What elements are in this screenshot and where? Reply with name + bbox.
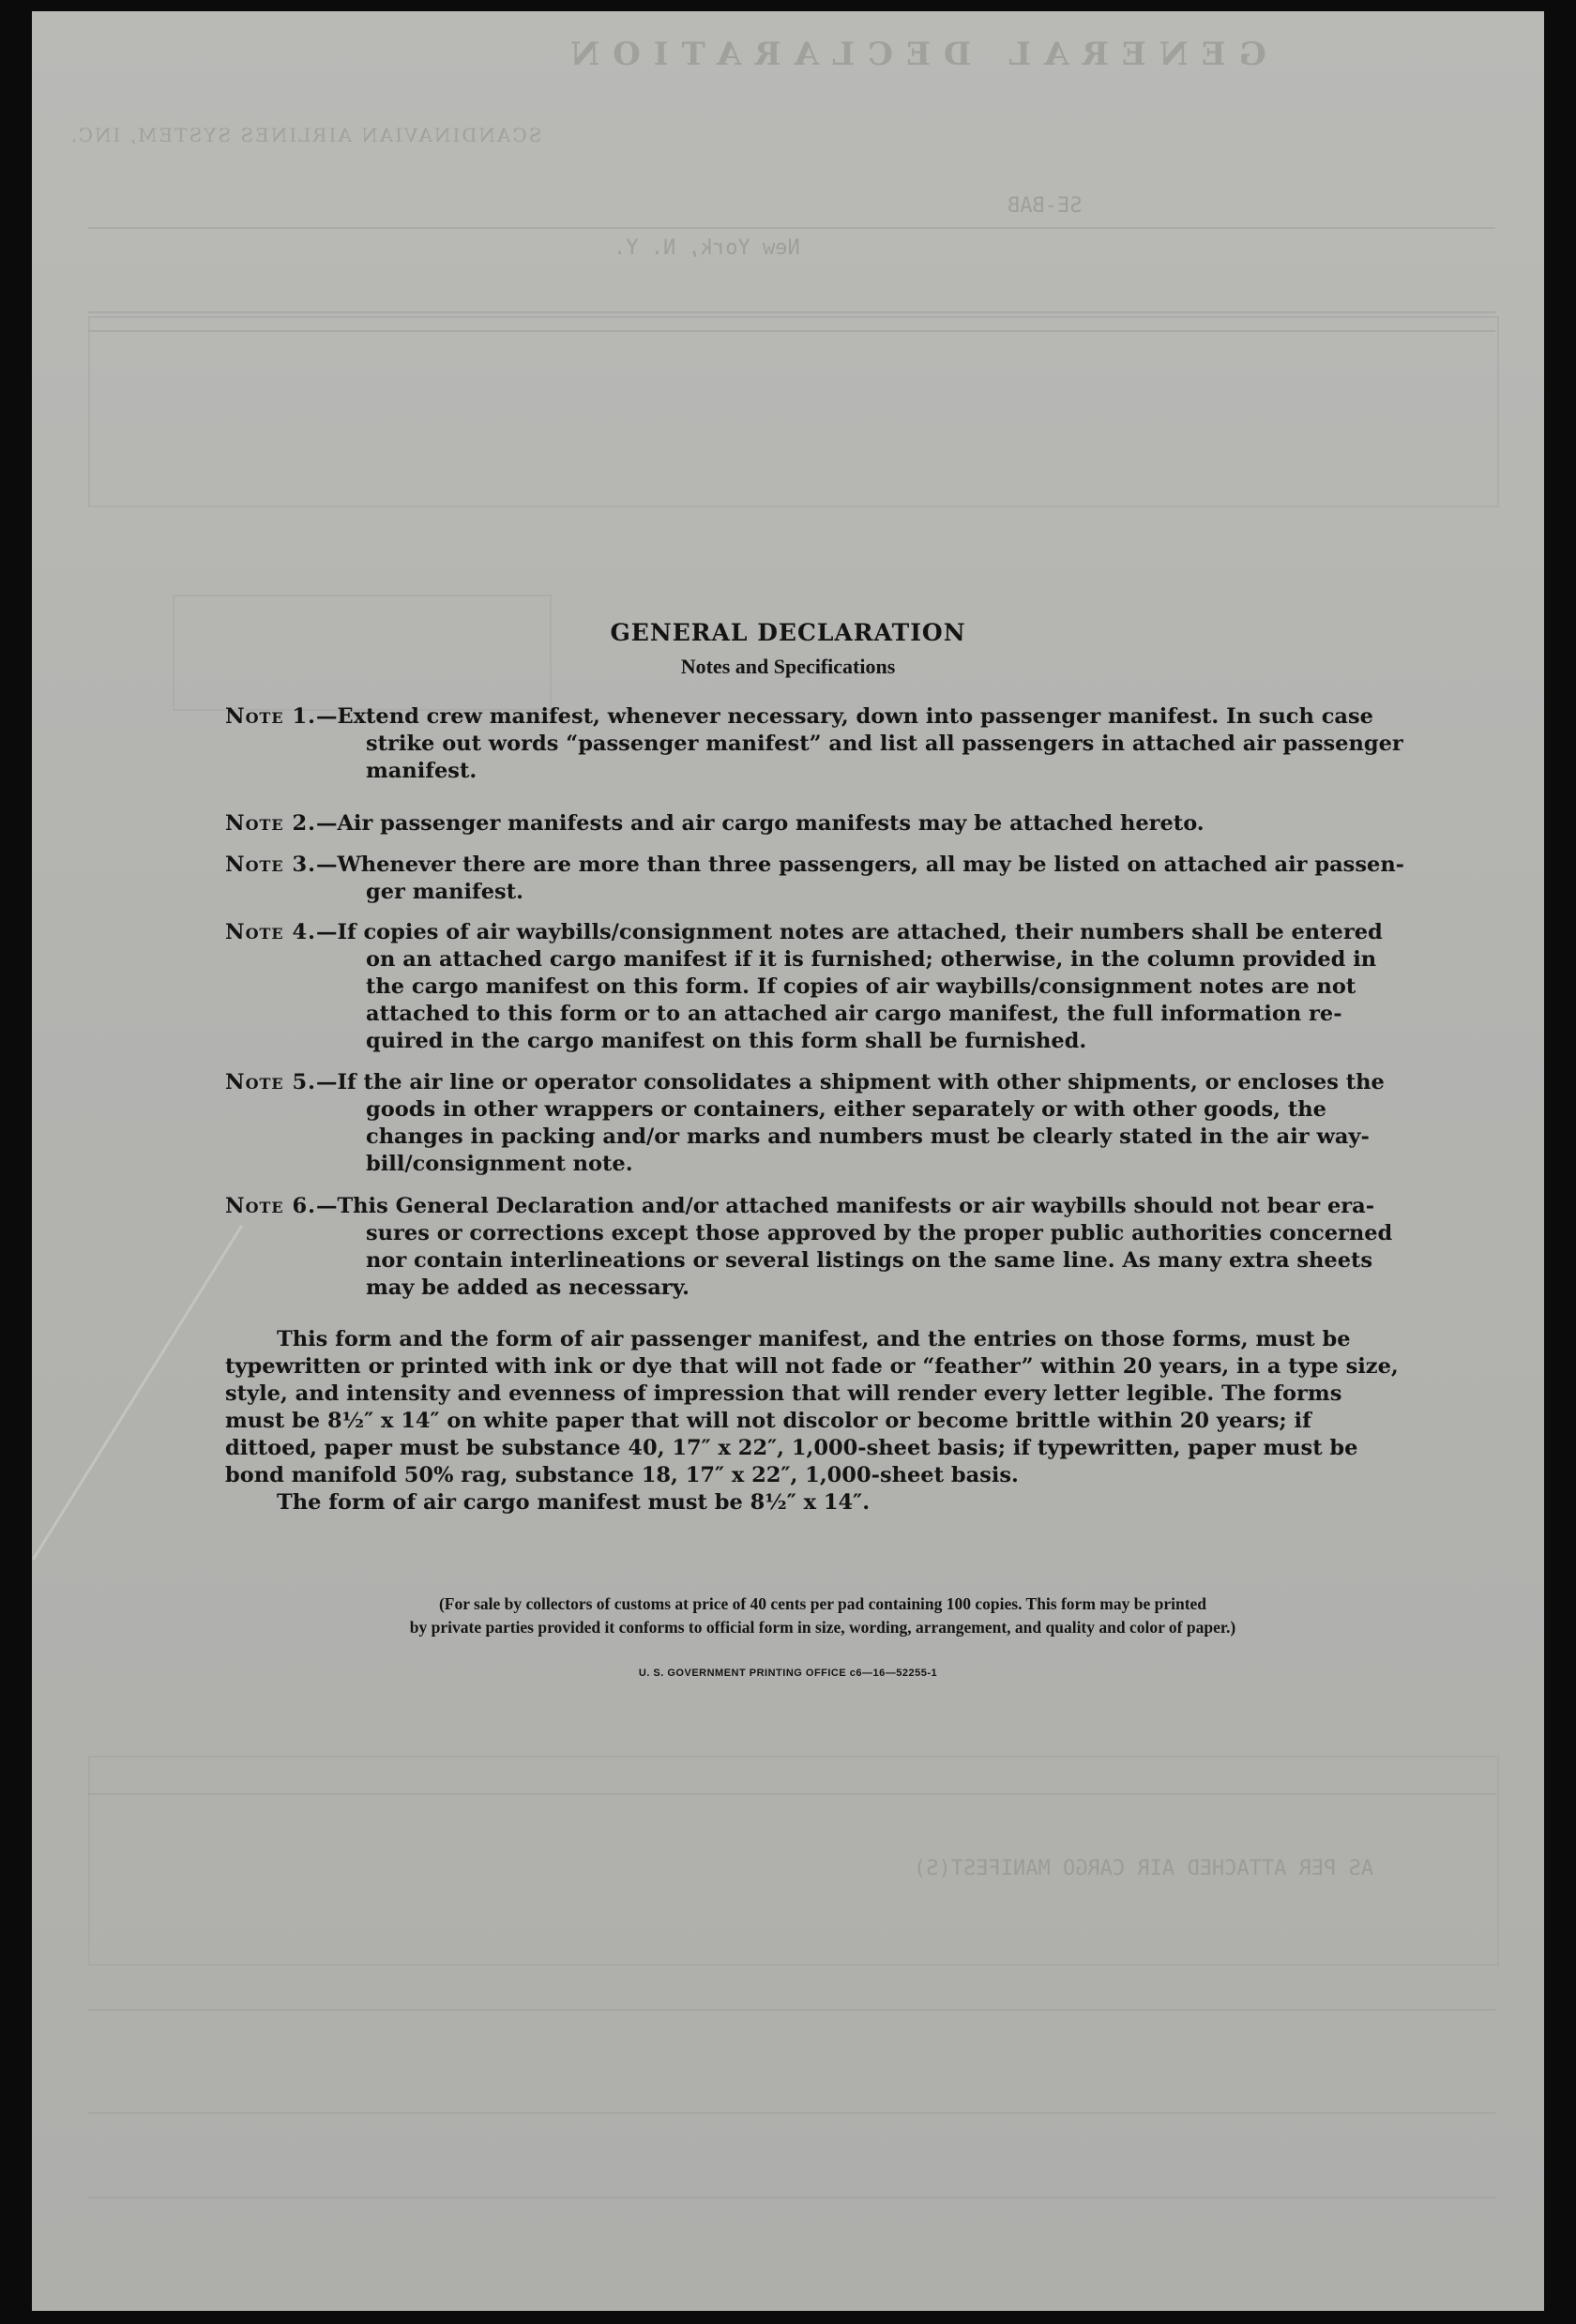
note-2-label: Note 2. xyxy=(225,811,316,836)
note-4-line-1: If copies of air waybills/consignment notes are attached, their numbers shall be entered xyxy=(337,920,1383,944)
note-3: Note 3.—Whenever there are more than three passengers, all may be listed on attached air passen- ger manifest. xyxy=(225,852,1420,906)
note-4-line-4: attached to this form or to an attached air cargo manifest, the full information re- xyxy=(366,1002,1342,1026)
note-1-line-2: strike out words “passenger manifest” and list all passengers in attached air passenger xyxy=(366,732,1403,756)
note-6: Note 6.—This General Declaration and/or attached manifests or air waybills should not bear era- sures or corrections except those approved by the proper public authorities concerned nor contain interlineations or several listings on the same line. As many extra sheets may be added as necessary. xyxy=(225,1193,1420,1302)
note-1: Note 1.—Extend crew manifest, whenever necessary, down into passenger manifest. In such case strike out words “passenger manifest” and list all passengers in attached air passenger manifest. xyxy=(225,703,1420,785)
notes-page xyxy=(32,11,1544,2311)
note-6-label: Note 6. xyxy=(225,1194,316,1218)
note-6-line-3: nor contain interlineations or several listings on the same line. As many extra sheets xyxy=(366,1248,1373,1273)
page-subtitle: Notes and Specifications xyxy=(680,655,896,678)
note-1-line-3: manifest. xyxy=(366,759,477,783)
note-4-line-2: on an attached cargo manifest if it is furnished; otherwise, in the column provided in xyxy=(366,947,1377,972)
spec-line-4: must be 8½″ x 14″ on white paper that will not discolor or become brittle within 20 years; if xyxy=(225,1409,1311,1433)
specification-paragraph xyxy=(225,1326,1420,1517)
sale-notice xyxy=(220,1592,1426,1639)
note-2-line-1: Air passenger manifests and air cargo manifests may be attached hereto. xyxy=(337,811,1205,836)
sale-notice-line-2: by private parties provided it conforms to official form in size, wording, arrangement, and quality and color of paper.) xyxy=(409,1618,1236,1637)
spec-line-1: This form and the form of air passenger manifest, and the entries on those forms, must be xyxy=(277,1327,1351,1351)
note-5-line-3: changes in packing and/or marks and numbers must be clearly stated in the air way- xyxy=(366,1124,1370,1149)
note-5-label: Note 5. xyxy=(225,1070,316,1094)
spec-line-3: style, and intensity and evenness of impression that will render every letter legible. The forms xyxy=(225,1381,1342,1406)
note-3-label: Note 3. xyxy=(225,853,316,877)
note-5-line-1: If the air line or operator consolidates a shipment with other shipments, or encloses the xyxy=(337,1070,1385,1094)
sale-notice-line-1: (For sale by collectors of customs at price of 40 cents per pad containing 100 copies. This form may be printed xyxy=(438,1594,1207,1613)
note-4: Note 4.—If copies of air waybills/consignment notes are attached, their numbers shall be entered on an attached cargo manifest if it is furnished; otherwise, in the column provided in the cargo manifest on this form. If copies of air waybills/consignment notes are not attached to this form or to an attached air cargo manifest, the full information re- quired in the cargo manifest on this form shall be furnished. xyxy=(225,919,1420,1055)
page-title: GENERAL DECLARATION xyxy=(610,619,966,646)
bleed-through-typed: SE-BAB xyxy=(1008,194,1083,218)
note-5-line-4: bill/consignment note. xyxy=(366,1152,633,1176)
spec-line-6: bond manifold 50% rag, substance 18, 17″ x 22″, 1,000-sheet basis. xyxy=(225,1463,1019,1487)
note-6-line-2: sures or corrections except those approved by the proper public authorities concerned xyxy=(366,1221,1393,1245)
bleed-through-airline: SCANDINAVIAN AIRLINES SYSTEM, INC. xyxy=(69,124,542,146)
note-6-line-1: This General Declaration and/or attached manifests or air waybills should not bear era- xyxy=(337,1194,1375,1218)
spec-line-2: typewritten or printed with ink or dye that will not fade or “feather” within 20 years, in a type size, xyxy=(225,1354,1399,1379)
note-6-line-4: may be added as necessary. xyxy=(366,1275,690,1300)
note-3-line-2: ger manifest. xyxy=(366,880,523,904)
printer-imprint: U. S. GOVERNMENT PRINTING OFFICE c6—16—52255-1 xyxy=(638,1668,938,1679)
document-sheet xyxy=(32,11,1544,2311)
note-3-line-1: Whenever there are more than three passengers, all may be listed on attached air passen- xyxy=(337,853,1405,877)
spec-line-5: dittoed, paper must be substance 40, 17″ x 22″, 1,000-sheet basis; if typewritten, paper must be xyxy=(225,1436,1358,1460)
bleed-through-heading: GENERAL DECLARATION xyxy=(557,36,1266,73)
note-4-line-5: quired in the cargo manifest on this form shall be furnished. xyxy=(366,1029,1087,1053)
spec-line-7: The form of air cargo manifest must be 8½″ x 14″. xyxy=(277,1490,871,1515)
bleed-through-typed: New York, N. Y. xyxy=(614,236,800,260)
bleed-through-typed: AS PER ATTACHED AIR CARGO MANIFEST(S) xyxy=(914,1857,1374,1880)
note-2: Note 2.—Air passenger manifests and air cargo manifests may be attached hereto. xyxy=(225,811,1205,836)
note-4-line-3: the cargo manifest on this form. If copies of air waybills/consignment notes are not xyxy=(366,974,1356,999)
note-5: Note 5.—If the air line or operator consolidates a shipment with other shipments, or encloses the goods in other wrappers or containers, either separately or with other goods, the changes in packing and/or marks and numbers must be clearly stated in the air way- bill/consignment note. xyxy=(225,1069,1420,1178)
note-4-label: Note 4. xyxy=(225,920,316,944)
note-1-label: Note 1. xyxy=(225,704,316,729)
note-5-line-2: goods in other wrappers or containers, either separately or with other goods, the xyxy=(366,1097,1326,1122)
note-1-line-1: Extend crew manifest, whenever necessary, down into passenger manifest. In such case xyxy=(337,704,1373,729)
